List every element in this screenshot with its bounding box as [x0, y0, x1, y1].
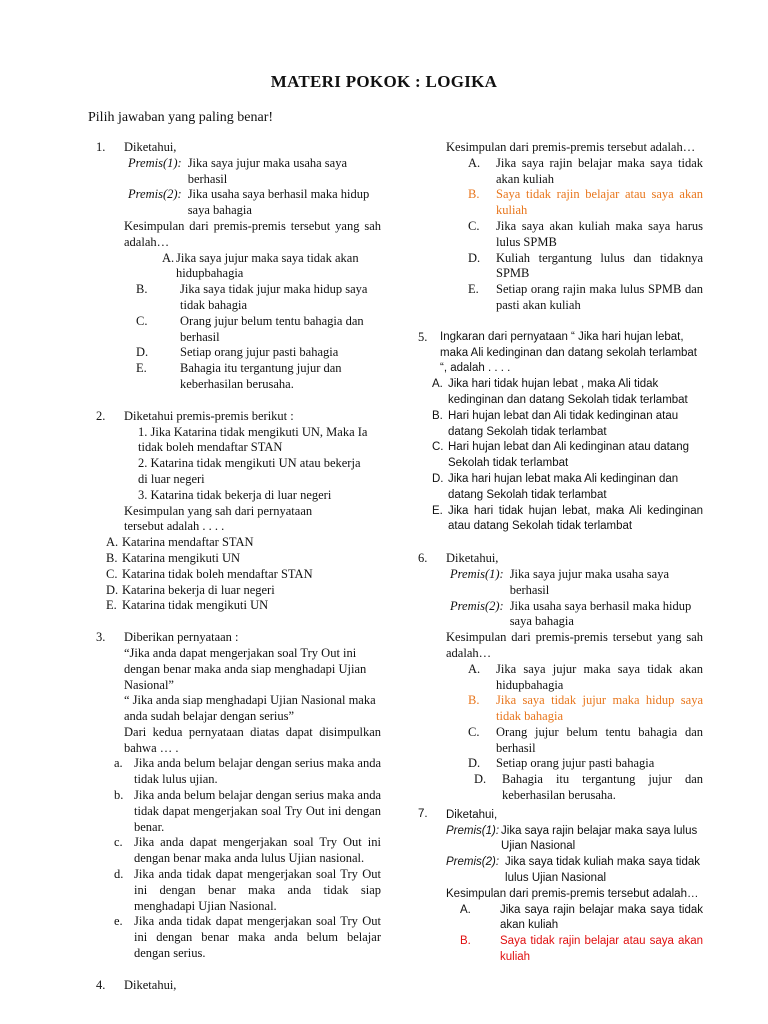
option-d[interactable]	[468, 756, 703, 772]
option-c[interactable]	[468, 725, 703, 757]
option-text: Jika anda dapat mengerjakan soal Try Out ini dengan benar maka anda lulus Ujian nasional.	[134, 835, 381, 866]
option-key: E.	[468, 282, 479, 297]
option-text: Hari hujan lebat dan Ali kedinginan atau datang Sekolah tidak terlambat	[448, 441, 690, 470]
statement-2: “ Jika anda siap menghadapi Ujian Nasional maka anda sudah belajar dengan serius”	[124, 693, 376, 724]
premise-text: Jika usaha saya berhasil maka hidup saya bahagia	[509, 598, 692, 629]
page-title: MATERI POKOK : LOGIKA	[270, 72, 498, 91]
option-text: Setiap orang jujur pasti bahagia	[496, 756, 655, 771]
option-key: b.	[114, 788, 124, 803]
option-key: B.	[468, 693, 480, 708]
option-key: E.	[136, 361, 147, 376]
option-c[interactable]	[432, 440, 703, 472]
option-key: B.	[468, 187, 480, 202]
option-b[interactable]	[136, 282, 381, 314]
option-text: Jika saya tidak jujur maka hidup saya tidak bahagia	[180, 282, 368, 312]
option-e[interactable]	[114, 914, 381, 961]
option-key: B.	[106, 550, 118, 565]
option-text: Jika saya rajin belajar maka saya tidak akan kuliah	[500, 903, 703, 932]
statement-1: “Jika anda dapat mengerjakan soal Try Out ini dengan benar maka anda siap menghadapi Ujian Nasional”	[124, 645, 367, 692]
option-d[interactable]	[114, 867, 381, 914]
premise-2	[450, 599, 703, 631]
option-text: Jika saya tidak jujur maka hidup saya tidak bahagia	[496, 693, 703, 724]
option-key: B.	[136, 282, 148, 297]
question-1	[96, 140, 381, 393]
right-column	[418, 140, 703, 966]
option-a[interactable]	[106, 535, 381, 551]
question-prompt: Kesimpulan yang sah dari pernyataan tersebut adalah . . . .	[124, 503, 313, 534]
option-b[interactable]	[460, 934, 703, 966]
question-number: 5.	[418, 329, 428, 344]
option-e[interactable]	[468, 772, 703, 804]
option-text: Setiap orang rajin maka lulus SPMB dan pasti akan kuliah	[496, 282, 703, 312]
option-text: Jika hari tidak hujan lebat, maka Ali kedinginan atau datang Sekolah tidak terlambat	[448, 504, 703, 533]
option-key: D.	[106, 582, 119, 597]
option-b[interactable]	[106, 551, 381, 567]
option-text: Saya tidak rajin belajar atau saya akan kuliah	[496, 187, 703, 218]
left-column	[96, 140, 381, 994]
option-text: Bahagia itu tergantung jujur dan keberhasilan berusaha.	[502, 772, 703, 803]
question-prompt: Kesimpulan dari premis-premis tersebut adalah…	[446, 140, 696, 154]
option-key: C.	[136, 313, 148, 328]
question-2	[96, 409, 381, 614]
option-key: A.	[460, 903, 471, 916]
option-key: E.	[106, 598, 117, 613]
option-text: Jika saya rajin belajar maka saya tidak akan kuliah	[496, 155, 703, 186]
option-text: Saya tidak rajin belajar atau saya akan kuliah	[500, 935, 703, 964]
premise-1	[128, 156, 381, 188]
option-text: Jika hari tidak hujan lebat , maka Ali tidak kedinginan dan datang Sekolah tidak terlambat	[448, 378, 688, 406]
option-text: Katarina tidak mengikuti UN	[122, 598, 269, 613]
premise-label: Premis(2):	[128, 187, 182, 202]
question-intro: Diketahui,	[446, 808, 498, 821]
option-text: Katarina tidak boleh mendaftar STAN	[122, 566, 313, 581]
option-key: A.	[432, 378, 443, 391]
option-text: Hari hujan lebat dan Ali tidak kedinginan atau datang Sekolah tidak terlambat	[448, 409, 679, 438]
option-text: Bahagia itu tergantung jujur dan keberhasilan berusaha.	[180, 361, 342, 391]
premise-text: Jika saya jujur maka usaha saya berhasil	[187, 155, 348, 186]
option-c[interactable]	[136, 314, 381, 346]
option-text: Jika saya jujur maka saya tidak akan hidupbahagia	[176, 250, 359, 281]
option-d[interactable]	[468, 251, 703, 283]
question-4	[96, 978, 381, 994]
option-key: C.	[432, 441, 444, 454]
question-intro: Diketahui,	[124, 140, 177, 154]
question-number: 1.	[96, 140, 106, 154]
option-key: C.	[468, 724, 480, 739]
option-text: Orang jujur belum tentu bahagia dan berhasil	[496, 724, 703, 755]
statement-1: 1. Jika Katarina tidak mengikuti UN, Maka Ia tidak boleh mendaftar STAN	[138, 424, 368, 455]
option-key: D.	[136, 345, 149, 360]
option-key: D.	[468, 250, 481, 265]
option-key: c.	[114, 835, 123, 850]
option-a[interactable]	[468, 156, 703, 188]
option-b[interactable]	[468, 693, 703, 725]
premise-text: Jika usaha saya berhasil maka hidup saya bahagia	[187, 187, 370, 218]
instruction-text: Pilih jawaban yang paling benar!	[88, 110, 274, 125]
question-5	[418, 330, 703, 535]
question-4-continued	[446, 140, 703, 314]
option-text: Orang jujur belum tentu bahagia dan berhasil	[180, 313, 364, 344]
option-e[interactable]	[468, 282, 703, 314]
question-number: 2.	[96, 408, 106, 423]
option-c[interactable]	[106, 567, 381, 583]
option-text: Katarina bekerja di luar negeri	[122, 582, 275, 597]
option-text: Jika hari hujan lebat maka Ali kedinginan dan datang Sekolah tidak terlambat	[448, 472, 679, 501]
option-key: B.	[460, 935, 471, 948]
question-number: 4.	[96, 977, 106, 992]
option-key: C.	[106, 566, 118, 581]
option-key: a.	[114, 756, 123, 771]
option-a[interactable]	[114, 756, 381, 788]
question-prompt: Kesimpulan dari premis-premis tersebut yang sah adalah…	[124, 218, 381, 249]
option-key: D.	[468, 756, 481, 771]
premise-2	[446, 855, 703, 887]
option-b[interactable]	[468, 187, 703, 219]
option-d[interactable]	[432, 472, 703, 504]
option-text: Setiap orang jujur pasti bahagia	[180, 345, 339, 360]
premise-label: Premis(1):	[446, 824, 500, 837]
option-c[interactable]	[468, 219, 703, 251]
option-key: D.	[432, 472, 444, 485]
premise-1	[450, 567, 703, 599]
option-text: Jika anda belum belajar dengan serius maka anda tidak dapat mengerjakan soal Try Out ini dengan benar.	[134, 788, 381, 834]
option-a[interactable]	[468, 662, 703, 694]
option-a[interactable]	[162, 251, 381, 283]
option-key: E.	[432, 504, 443, 517]
question-intro: Diketahui,	[446, 551, 499, 566]
option-text: Jika anda belum belajar dengan serius maka anda tidak lulus ujian.	[134, 756, 381, 787]
question-7	[418, 808, 703, 966]
option-e[interactable]	[106, 598, 381, 614]
question-prompt: Kesimpulan dari premis-premis tersebut adalah…	[446, 887, 699, 900]
option-c[interactable]	[114, 835, 381, 867]
premise-label: Premis(1):	[128, 155, 182, 170]
question-prompt: Dari kedua pernyataan diatas dapat disimpulkan bahwa … .	[124, 724, 381, 755]
option-b[interactable]	[432, 409, 703, 441]
option-key: A.	[468, 155, 481, 170]
option-a[interactable]	[460, 903, 703, 935]
question-6	[418, 551, 703, 804]
option-key: C.	[468, 218, 480, 233]
premise-label: Premis(1):	[450, 566, 504, 581]
option-text: Katarina mengikuti UN	[122, 550, 241, 565]
premise-2	[128, 187, 381, 219]
question-number: 3.	[96, 630, 106, 645]
premise-label: Premis(2):	[446, 856, 500, 869]
question-intro: Diberikan pernyataan :	[124, 630, 239, 645]
question-number: 6.	[418, 551, 428, 566]
option-e[interactable]	[432, 504, 703, 536]
option-text: Jika anda tidak dapat mengerjakan soal Try Out ini dengan benar maka anda belum belajar dengan serius.	[134, 914, 381, 961]
option-key: A.	[106, 535, 119, 550]
option-key: A.	[162, 250, 175, 265]
statement-2: 2. Katarina tidak mengikuti UN atau bekerja di luar negeri	[138, 456, 361, 486]
statement-3: 3. Katarina tidak bekerja di luar negeri	[138, 487, 332, 502]
option-text: Jika saya akan kuliah maka saya harus lulus SPMB	[496, 218, 703, 249]
option-a[interactable]	[432, 377, 703, 409]
question-intro: Diketahui premis-premis berikut :	[124, 408, 294, 423]
question-prompt: Kesimpulan dari premis-premis tersebut yang sah adalah…	[446, 630, 703, 660]
premise-text: Jika saya jujur maka usaha saya berhasil	[509, 566, 670, 597]
question-intro: Diketahui,	[124, 977, 177, 992]
premise-label: Premis(2):	[450, 598, 504, 613]
question-3	[96, 630, 381, 962]
option-key: D.	[474, 772, 487, 787]
premise-1	[446, 824, 703, 856]
option-text: Katarina mendaftar STAN	[122, 535, 254, 550]
question-prompt: Ingkaran dari pernyataan “ Jika hari hujan lebat, maka Ali kedinginan dan datang sekolah terlambat “, adalah . . . .	[440, 330, 698, 375]
option-key: A.	[468, 661, 481, 676]
option-d[interactable]	[136, 345, 381, 361]
option-text: Jika saya jujur maka saya tidak akan hidupbahagia	[496, 661, 703, 692]
option-key: B.	[432, 409, 443, 422]
option-key: e.	[114, 914, 123, 929]
premise-text: Jika saya rajin belajar maka saya lulus Ujian Nasional	[501, 824, 698, 853]
option-e[interactable]	[136, 361, 381, 393]
option-b[interactable]	[114, 788, 381, 835]
question-number: 7.	[418, 807, 428, 820]
option-d[interactable]	[106, 583, 381, 599]
option-text: Kuliah tergantung lulus dan tidaknya SPMB	[496, 250, 703, 281]
option-key: d.	[114, 867, 124, 882]
option-text: Jika anda tidak dapat mengerjakan soal Try Out ini dengan benar maka anda tidak siap menghadapi Ujian Nasional.	[134, 867, 381, 913]
premise-text: Jika saya tidak kuliah maka saya tidak lulus Ujian Nasional	[505, 856, 700, 885]
